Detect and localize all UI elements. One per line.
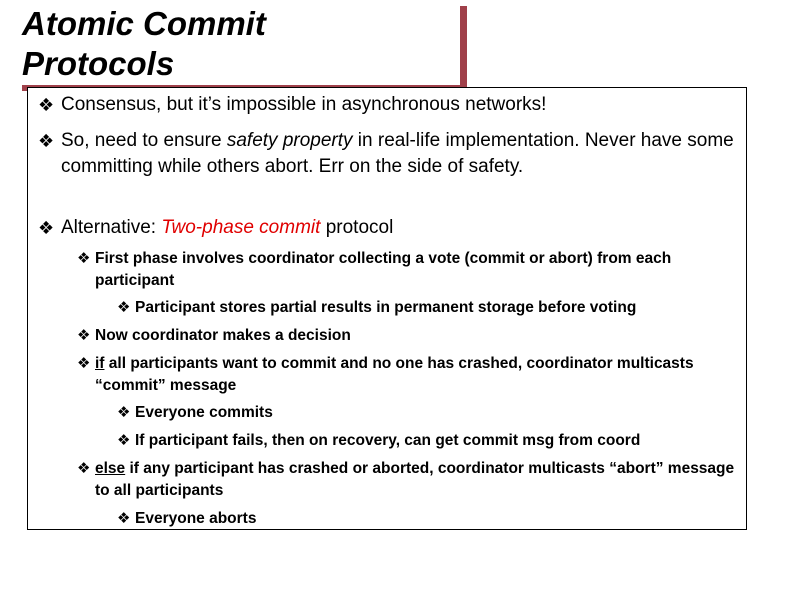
slide-title [22, 4, 266, 84]
bullet-text: Participant stores partial results in permanent storage before voting [135, 299, 637, 316]
diamond-bullet-icon: ❖ [38, 131, 55, 151]
bullet-text: If participant fails, then on recovery, can get commit msg from coord [135, 432, 641, 449]
bullet-text-rest: all participants want to commit and no one has crashed, coordinator multicasts “commit” message [95, 355, 694, 394]
diamond-bullet-icon: ❖ [117, 510, 131, 527]
diamond-bullet-icon: ❖ [117, 404, 131, 421]
bullet-text: Consensus, but it’s impossible in asynchronous networks! [61, 94, 547, 115]
sub-bullet-if-commit [77, 353, 742, 397]
bullet-text [77, 458, 742, 502]
title-accent-bar-vertical [460, 6, 467, 91]
bullet-text [38, 215, 743, 241]
diamond-bullet-icon: ❖ [77, 250, 91, 267]
sub-sub-bullet-partial-results [117, 297, 742, 319]
diamond-bullet-icon: ❖ [38, 95, 55, 115]
bullet-alternative [38, 215, 743, 241]
bullet-text [38, 128, 743, 180]
bullet-text: Now coordinator makes a decision [95, 327, 351, 344]
bullet-safety [38, 128, 743, 180]
bullet-text-rest: if any participant has crashed or aborted, coordinator multicasts “abort” message to all participants [95, 460, 735, 499]
diamond-bullet-icon: ❖ [77, 460, 91, 477]
diamond-bullet-icon: ❖ [117, 299, 131, 316]
sub-sub-bullet-recovery [117, 430, 742, 452]
else-keyword: else [95, 460, 126, 477]
two-phase-commit-emphasis: Two-phase commit [161, 217, 321, 238]
diamond-bullet-icon: ❖ [117, 432, 131, 449]
bullet-text: First phase involves coordinator collecting a vote (commit or abort) from each participant [95, 250, 672, 289]
if-keyword: if [95, 355, 105, 372]
diamond-bullet-icon: ❖ [77, 355, 91, 372]
safety-property-emphasis: safety property [226, 130, 353, 151]
diamond-bullet-icon: ❖ [77, 327, 91, 344]
bullet-text-pre: So, need to ensure [61, 130, 227, 151]
bullet-text-post: in real-life implementation. Never have some committing while others abort. Err on the side of safety. [61, 130, 734, 177]
diamond-bullet-icon: ❖ [38, 218, 55, 238]
bullet-text-pre: Alternative: [61, 217, 162, 238]
bullet-text: Everyone aborts [135, 510, 257, 527]
sub-bullet-else-abort [77, 458, 742, 502]
sub-sub-bullet-everyone-aborts [117, 508, 742, 530]
bullet-text [77, 353, 742, 397]
sub-bullet-first-phase [77, 248, 742, 292]
bullet-text-post: protocol [320, 217, 394, 238]
bullet-consensus [38, 92, 743, 118]
sub-bullet-decision [77, 325, 742, 347]
sub-sub-bullet-everyone-commits [117, 402, 742, 424]
title-line-2: Protocols [22, 45, 175, 82]
bullet-text: Everyone commits [135, 404, 273, 421]
title-line-1: Atomic Commit [22, 5, 266, 42]
